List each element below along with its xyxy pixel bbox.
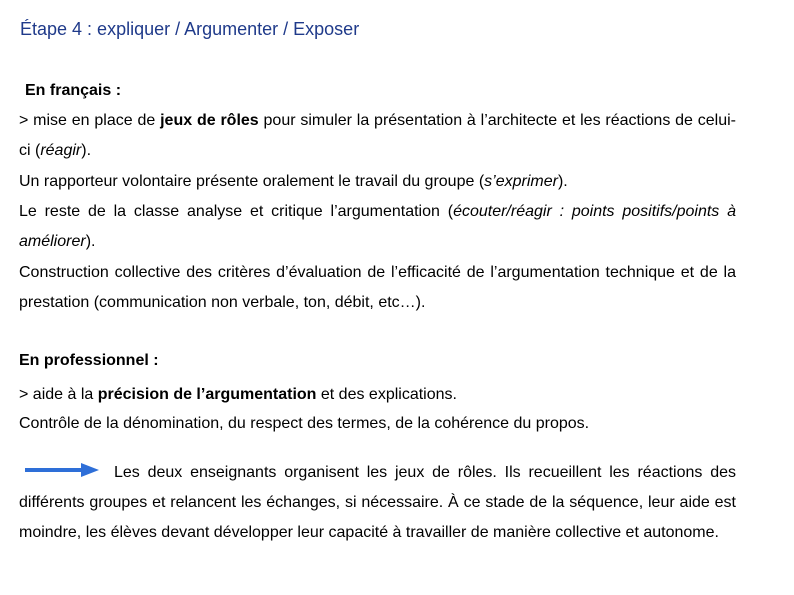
analyse-text-end: ).	[85, 233, 96, 250]
roleplay-emphasis: jeux de rôles	[160, 112, 259, 129]
analyse-skill: écouter/réagir : points positifs/points à améliorer	[19, 203, 736, 250]
analyse-text-start: Le reste de la classe analyse et critique l’argumentation (	[19, 203, 454, 220]
closing-text: Les deux enseignants organisent les jeux de rôles. Ils recueillent les réactions des différents groupes et relancent les échanges, si nécessaire. À ce stade de la séquence, leur aide est moindre, les élèves devant développer leur capacité à travailler de manière collective et autonome.	[19, 464, 736, 541]
rapporteur-text-end: ).	[557, 173, 568, 190]
francais-paragraph-roleplay	[19, 106, 736, 166]
francais-paragraph-rapporteur	[19, 167, 736, 197]
roleplay-text-end: ).	[81, 142, 92, 159]
francais-paragraph-criteres: Construction collective des critères d’évaluation de l’efficacité de l’argumentation technique et de la prestation (communication non verbale, ton, débit, etc…).	[19, 264, 736, 311]
page-title: Étape 4 : expliquer / Argumenter / Exposer	[20, 19, 360, 39]
rapporteur-text-start: Un rapporteur volontaire présente oralement le travail du groupe (	[19, 173, 485, 190]
closing-paragraph	[19, 458, 736, 548]
rapporteur-skill: s’exprimer	[484, 173, 558, 190]
roleplay-text-middle: pour simuler la présentation à l’architecte et les réactions de celui-ci (	[19, 112, 737, 159]
section-heading-professionnel: En professionnel :	[19, 352, 159, 369]
section-heading-francais: En français :	[25, 82, 122, 99]
aide-emphasis: précision de l’argumentation	[97, 386, 317, 403]
aide-text-start: > aide à la	[19, 386, 98, 403]
roleplay-text-start: > mise en place de	[19, 112, 161, 129]
francais-paragraph-analyse	[19, 197, 736, 257]
professionnel-paragraph-aide	[19, 386, 457, 404]
aide-text-end: et des explications.	[316, 386, 457, 403]
roleplay-skill: réagir	[40, 142, 82, 159]
professionnel-paragraph-controle: Contrôle de la dénomination, du respect des termes, de la cohérence du propos.	[19, 415, 590, 432]
